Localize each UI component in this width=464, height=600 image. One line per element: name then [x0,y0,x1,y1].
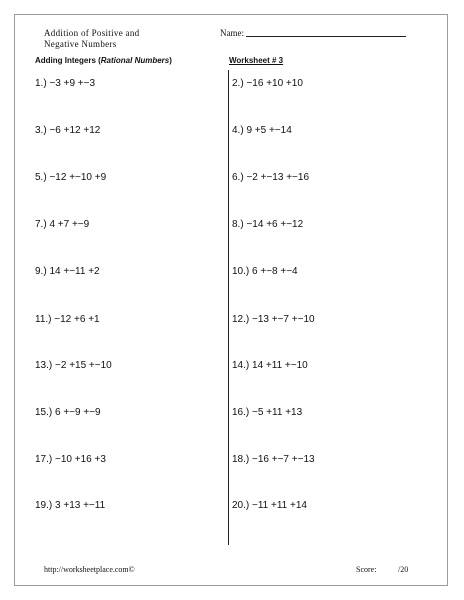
subheader-left-prefix: Adding Integers ( [35,56,101,65]
title-line-1: Addition of Positive and [44,28,140,38]
worksheet-number: Worksheet # 3 [229,56,284,65]
worksheet-title [44,28,139,50]
problem-14: 14.) 14 +11 +−10 [232,360,308,371]
title-line-2: Negative Numbers [44,39,117,49]
problem-15: 15.) 6 +−9 +−9 [35,407,101,418]
name-label: Name: [220,28,244,38]
score-total: /20 [398,565,409,574]
subheader-left-italic: Rational Numbers [100,56,170,65]
problem-1: 1.) −3 +9 +−3 [35,78,96,89]
problem-5: 5.) −12 +−10 +9 [35,172,107,183]
footer-url: http://worksheetplace.com© [44,565,135,574]
problem-13: 13.) −2 +15 +−10 [35,360,112,371]
problem-9: 9.) 14 +−11 +2 [35,266,100,277]
problem-17: 17.) −10 +16 +3 [35,454,106,465]
name-blank-line [246,36,406,37]
problem-6: 6.) −2 +−13 +−16 [232,172,310,183]
problem-16: 16.) −5 +11 +13 [232,407,303,418]
problem-11: 11.) −12 +6 +1 [35,314,100,325]
subheader-left-suffix: ) [169,56,172,65]
problem-7: 7.) 4 +7 +−9 [35,219,90,230]
problem-12: 12.) −13 +−7 +−10 [232,314,315,325]
problem-20: 20.) −11 +11 +14 [232,500,307,511]
problem-2: 2.) −16 +10 +10 [232,78,303,89]
problem-19: 19.) 3 +13 +−11 [35,500,106,511]
problem-18: 18.) −16 +−7 +−13 [232,454,315,465]
column-divider [228,70,229,545]
problem-10: 10.) 6 +−8 +−4 [232,266,298,277]
subheader-left [35,56,172,65]
problem-8: 8.) −14 +6 +−12 [232,219,304,230]
problem-4: 4.) 9 +5 +−14 [232,125,292,136]
score-label: Score: [356,565,377,574]
problem-3: 3.) −6 +12 +12 [35,125,101,136]
